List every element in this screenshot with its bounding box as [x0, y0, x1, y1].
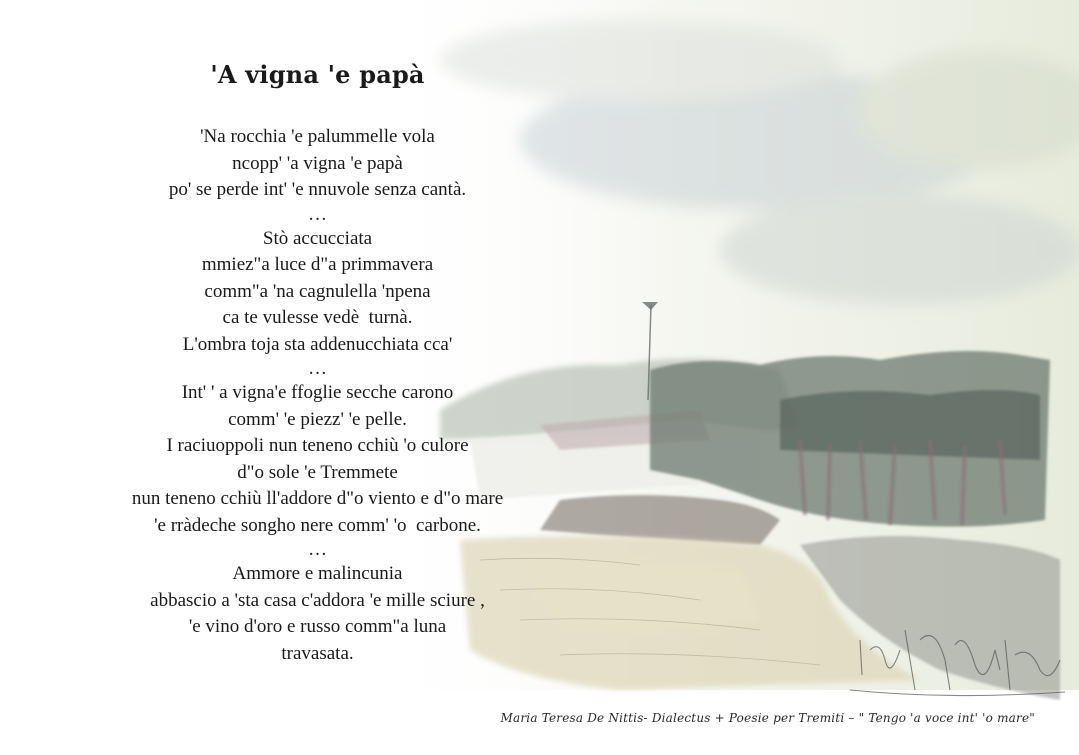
verse-line: mmiez"a luce d"a primmavera — [201, 254, 434, 275]
stanza-separator: … — [308, 203, 327, 225]
verse-line: L'ombra toja sta addenucchiata cca' — [182, 333, 453, 355]
verse-line: comm' 'e piezz' 'e pelle. — [228, 408, 407, 430]
verse-line: Int' ' a vigna'e ffoglie secche carono — [181, 382, 454, 403]
verse-line: ncopp' 'a vigna 'e papà — [232, 152, 403, 174]
verse-line: Stò accucciata — [262, 227, 373, 249]
verse-line: travasata. — [281, 642, 354, 664]
poem-block — [60, 60, 575, 667]
verse-line: abbascio a 'sta casa c'addora 'e mille sciure , — [150, 589, 485, 611]
author-credit: Maria Teresa De Nittis- Dialectus + Poesie per Tremiti – " Tengo 'a voce int' 'o mare" — [500, 711, 1035, 725]
verse-line: Ammore e malincunia — [232, 563, 403, 584]
verse-line: I raciuoppoli nun teneno cchiù 'o culore — [166, 435, 469, 456]
verse-line: comm"a 'na cagnulella 'npena — [204, 280, 431, 302]
stanza-separator: … — [308, 539, 327, 560]
poem-title: 'A vigna 'e papà — [210, 60, 425, 89]
stanza-separator: … — [308, 358, 327, 379]
verse-line: nun teneno cchiù ll'addore d"o viento e d"o mare — [131, 488, 504, 509]
verse-line: 'Na rocchia 'e palummelle vola — [200, 126, 435, 147]
verse-line: d"o sole 'e Tremmete — [237, 461, 398, 483]
verse-line: po' se perde int' 'e nnuvole senza cantà. — [168, 179, 467, 200]
verse-line: 'e vino d'oro e russo comm"a luna — [188, 616, 447, 637]
verse-line: ca te vulesse vedè turnà. — [222, 307, 413, 328]
verse-line: 'e rràdeche songho nere comm' 'o carbone. — [154, 514, 481, 536]
